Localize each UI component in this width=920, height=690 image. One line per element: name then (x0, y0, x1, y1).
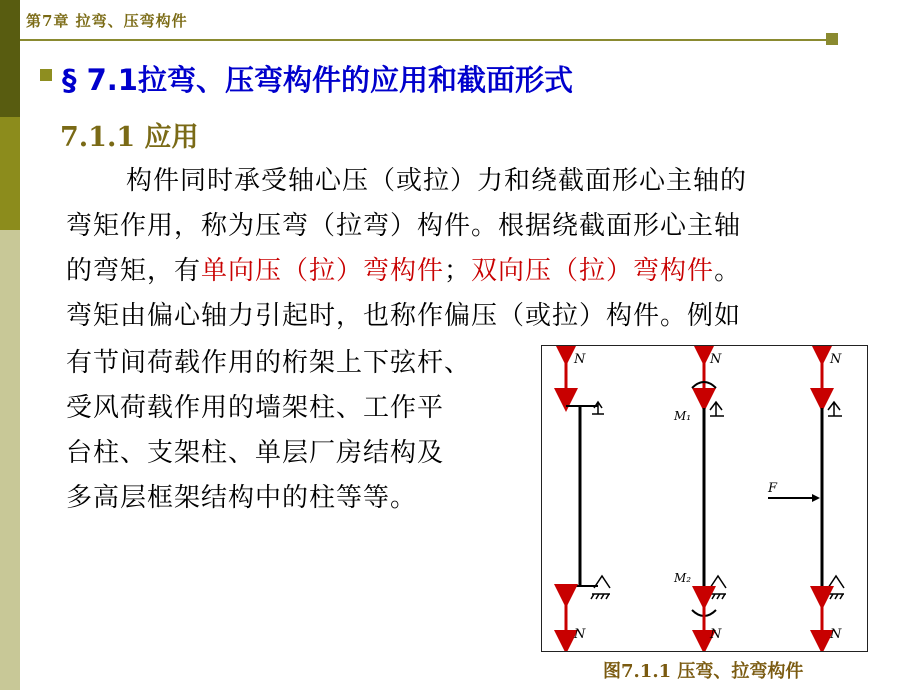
figure-caption: 图7.1.1 压弯、拉弯构件 (603, 661, 804, 682)
body-line-3-pre: 的弯矩，有 (66, 256, 202, 286)
left-bar-light (0, 230, 20, 690)
bottom-support-icon-2 (707, 576, 726, 599)
uniaxial-term: 单向压（拉）弯构件 (201, 256, 445, 286)
column-3 (767, 352, 844, 642)
header-rule-square (826, 33, 838, 45)
top-support-icon-1 (592, 402, 604, 414)
body-line-3-sep: ； (444, 256, 472, 286)
m2-label: M₂ (674, 571, 692, 585)
header-rule (20, 39, 838, 41)
body-line-2: 弯矩作用，称为压弯（拉弯）构件。根据绕截面形心主轴 (66, 211, 742, 241)
n-label-bottom-2: N (710, 627, 722, 642)
body-line-8: 多高层框架结构中的柱等等。 (66, 483, 418, 513)
subsection-title: 7.1.1 应用 (60, 122, 199, 153)
bottom-support-icon-3 (825, 576, 844, 599)
section-title: § 7.1拉弯、压弯构件的应用和截面形式 (62, 63, 573, 97)
column-1 (566, 352, 610, 642)
lateral-load-arrowhead-icon (812, 494, 820, 502)
bottom-support-icon-1 (591, 576, 610, 599)
column-2 (673, 352, 726, 642)
m1-label: M₁ (674, 409, 692, 423)
n-label-top-3: N (830, 352, 842, 367)
body-line-1: 构件同时承受轴心压（或拉）力和绕截面形心主轴的 (126, 166, 748, 196)
chapter-header: 第7章 拉弯、压弯构件 (26, 12, 188, 30)
n-label-top-1: N (574, 352, 586, 367)
body-line-4: 弯矩由偏心轴力引起时，也称作偏压（或拉）构件。例如 (66, 301, 742, 331)
n-label-bottom-1: N (574, 627, 586, 642)
square-bullet-icon (40, 69, 52, 81)
top-support-icon-2 (710, 402, 724, 416)
n-label-top-2: N (710, 352, 722, 367)
body-line-3-post: 。 (714, 256, 742, 286)
biaxial-term: 双向压（拉）弯构件 (471, 256, 715, 286)
body-line-3 (66, 250, 741, 287)
top-support-icon-3 (828, 402, 842, 416)
beam-column-diagram (542, 346, 867, 651)
left-bar-dark (0, 0, 20, 117)
figure-frame (541, 345, 868, 652)
f-label: F (768, 481, 778, 496)
left-decor-bar (0, 0, 20, 690)
body-line-6: 受风荷载作用的墙架柱、工作平 (66, 393, 445, 423)
n-label-bottom-3: N (830, 627, 842, 642)
left-bar-mid (0, 117, 20, 230)
body-line-7: 台柱、支架柱、单层厂房结构及 (66, 438, 445, 468)
body-line-5: 有节间荷载作用的桁架上下弦杆、 (66, 348, 472, 378)
